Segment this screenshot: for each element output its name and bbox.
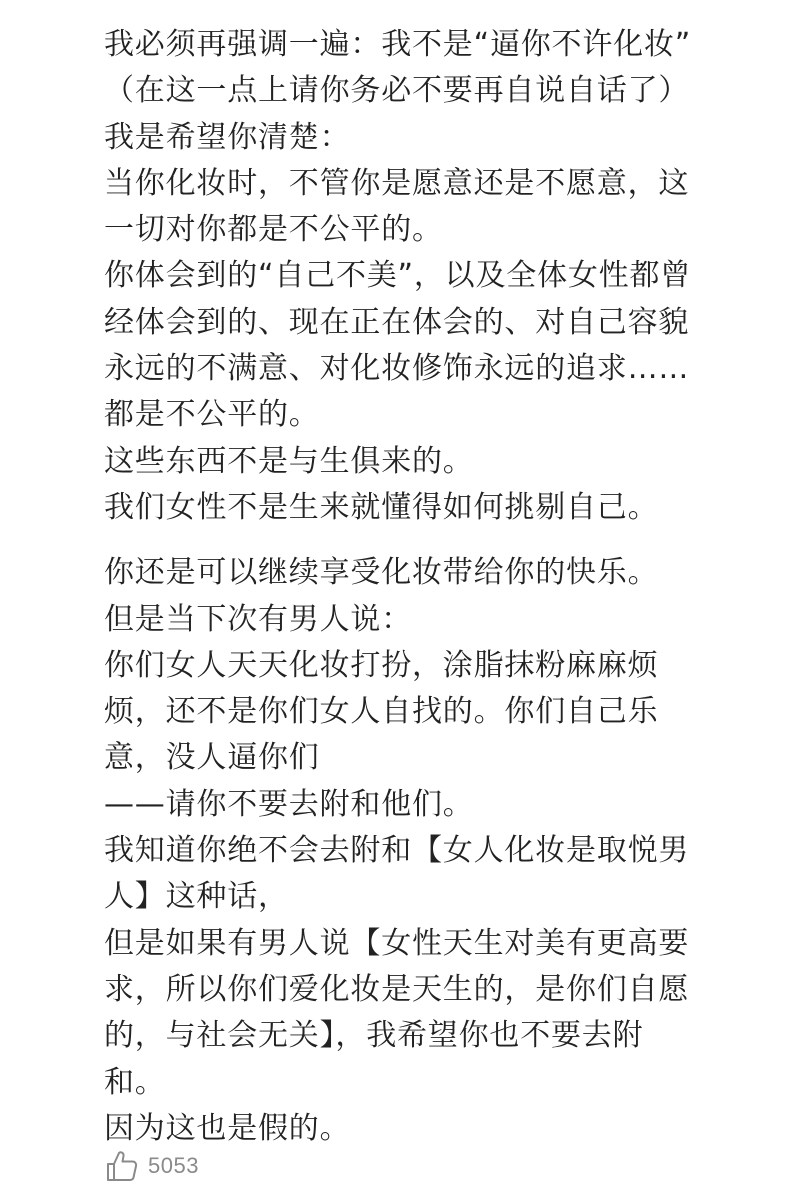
text-line: 因为这也是假的。 [104, 1110, 351, 1146]
text-line: （在这一点上请你务必不要再自说自话了） [104, 73, 690, 109]
paragraph-1 [104, 22, 744, 531]
text-line: 这些东西不是与生俱来的。 [104, 443, 474, 479]
paragraph-spacer [104, 531, 744, 550]
text-line: 你们女人天天化妆打扮，涂脂抹粉麻麻烦 [104, 647, 659, 683]
text-line: 你体会到的“自己不美”，以及全体女性都曾 [104, 258, 692, 294]
text-line: 当你化妆时，不管你是愿意还是不愿意，这 [104, 165, 690, 201]
text-line: 但是当下次有男人说： [104, 601, 412, 637]
text-line: 人】这种话， [104, 879, 289, 915]
text-line: 我必须再强调一遍：我不是“逼你不许化妆” [104, 27, 692, 62]
text-line: 经体会到的、现在正在体会的、对自己容貌 [104, 304, 690, 340]
text-line: 一切对你都是不公平的。 [104, 212, 443, 248]
text-line: 求，所以你们爱化妆是天生的，是你们自愿 [104, 971, 690, 1007]
text-line: 你还是可以继续享受化妆带给你的快乐。 [104, 555, 659, 591]
post-body [104, 22, 744, 1152]
text-line: 意，没人逼你们 [104, 740, 320, 776]
text-line: 永远的不满意、对化妆修饰永远的追求…… [104, 351, 690, 387]
text-line: ——请你不要去附和他们。 [104, 786, 474, 822]
like-button[interactable] [105, 1148, 199, 1184]
text-line: 的，与社会无关】，我希望你也不要去附 [104, 1018, 644, 1054]
text-line: 都是不公平的。 [104, 397, 320, 433]
like-count: 5053 [148, 1153, 199, 1178]
text-line: 烦，还不是你们女人自找的。你们自己乐 [104, 694, 659, 730]
text-line: 我是希望你清楚： [104, 119, 351, 155]
text-line: 我们女性不是生来就懂得如何挑剔自己。 [104, 489, 659, 525]
text-line: 但是如果有男人说【女性天生对美有更高要 [104, 925, 690, 961]
paragraph-2 [104, 550, 744, 1152]
text-line: 我知道你绝不会去附和【女人化妆是取悦男 [104, 833, 690, 869]
thumbs-up-icon [105, 1149, 139, 1183]
text-line: 和。 [104, 1064, 166, 1100]
